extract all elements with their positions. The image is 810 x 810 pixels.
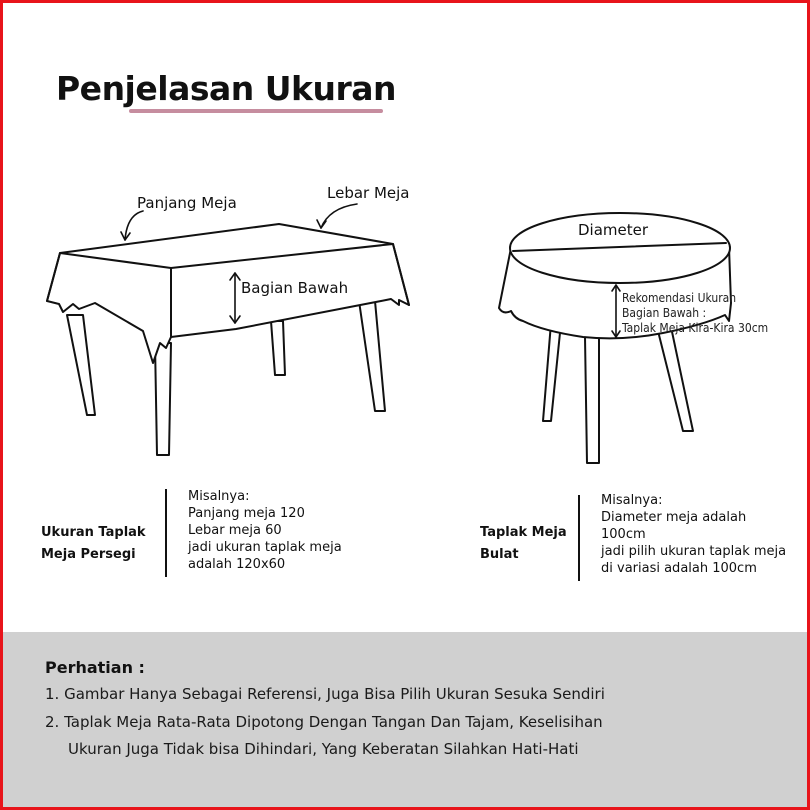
page-title: Penjelasan Ukuran [56, 69, 396, 108]
notice-item-2-line2: Ukuran Juga Tidak bisa Dihindari, Yang Keberatan Silahkan Hati-Hati [68, 740, 579, 758]
rect-example-line: Misalnya: [188, 489, 250, 504]
round-example-line: Diameter meja adalah [601, 510, 747, 525]
diameter-label: Diameter [578, 221, 649, 239]
rect-example-line: Panjang meja 120 [188, 506, 305, 521]
rect-example-line: jadi ukuran taplak meja [188, 540, 342, 555]
rect-example-line: adalah 120x60 [188, 557, 286, 572]
round-caption-line2: Bulat [480, 547, 519, 562]
rect-caption-line2: Meja Persegi [41, 547, 136, 562]
notice-item-1: 1. Gambar Hanya Sebagai Referensi, Juga Bisa Pilih Ukuran Sesuka Sendiri [45, 685, 605, 703]
round-example-line: Misalnya: [601, 493, 663, 508]
round-example [601, 492, 786, 577]
rect-example [188, 488, 342, 573]
drop-label: Bagian Bawah [241, 279, 349, 297]
notice-item-2-line1: 2. Taplak Meja Rata-Rata Dipotong Dengan Tangan Dan Tajam, Keselisihan [45, 713, 603, 731]
rect-caption-line1: Ukuran Taplak [41, 525, 146, 540]
round-divider [578, 495, 580, 581]
round-example-line: jadi pilih ukuran taplak meja [601, 544, 787, 559]
rect-example-line: Lebar meja 60 [188, 523, 282, 538]
recommend-line3: Taplak Meja Kira-Kira 30cm [622, 321, 769, 335]
rect-tablecloth [47, 224, 409, 363]
width-label: Lebar Meja [327, 184, 410, 202]
rect-caption [41, 522, 146, 566]
notice-title: Perhatian : [45, 658, 145, 677]
round-example-line: 100cm [601, 527, 646, 542]
rect-divider [165, 489, 167, 577]
recommend-line2: Bagian Bawah : [622, 306, 707, 320]
round-caption-line1: Taplak Meja [480, 525, 567, 540]
round-caption [480, 522, 567, 566]
length-label: Panjang Meja [137, 194, 237, 212]
round-table-legs [543, 323, 693, 463]
recommend-line1: Rekomendasi Ukuran [622, 291, 737, 305]
round-example-line: di variasi adalah 100cm [601, 561, 757, 576]
